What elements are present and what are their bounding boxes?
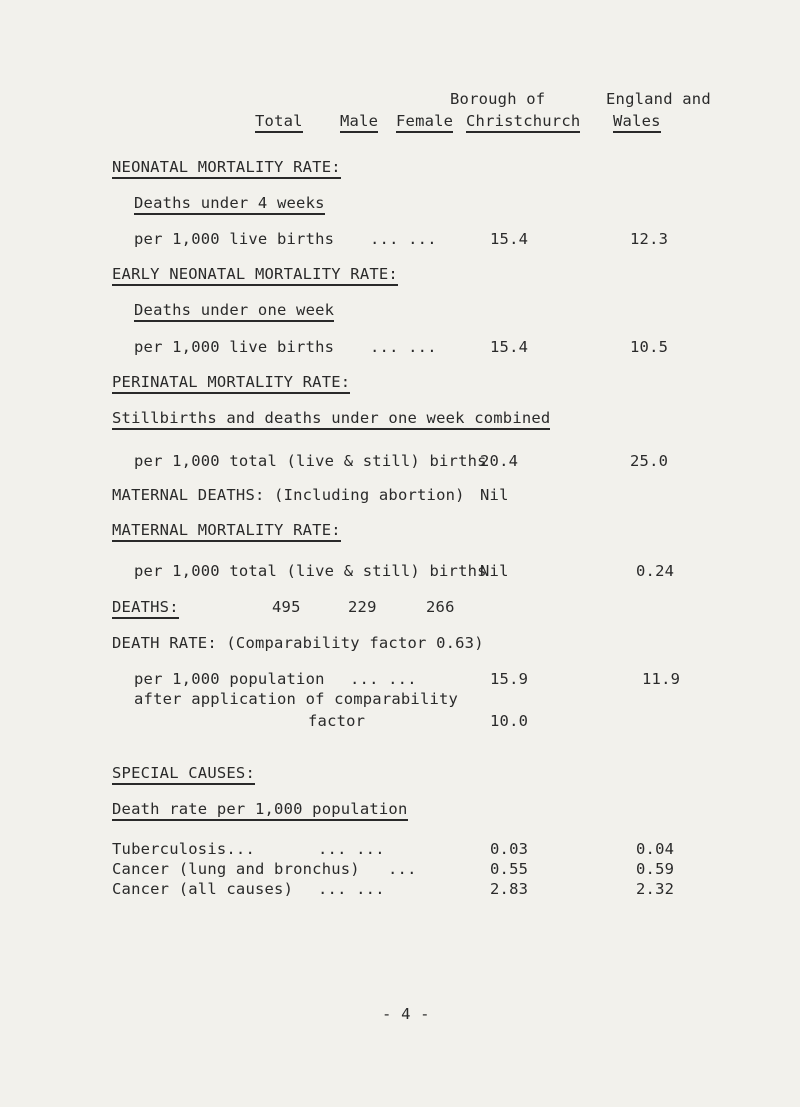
maternal-mortality-row-label: per 1,000 total (live & still) births (134, 562, 487, 580)
special-cause-borough: 0.03 (490, 840, 529, 858)
maternal-mortality-borough: Nil (480, 562, 509, 580)
death-rate-row-label: per 1,000 population (134, 670, 325, 688)
special-causes-sub: Death rate per 1,000 population (112, 800, 408, 821)
header-female: Female (396, 112, 453, 133)
perinatal-sub: Stillbirths and deaths under one week combined (112, 409, 550, 430)
header-borough-line1: Borough of (450, 90, 546, 108)
special-cause-england: 0.59 (636, 860, 675, 878)
maternal-deaths-label: MATERNAL DEATHS: (Including abortion) (112, 486, 465, 504)
perinatal-row-label: per 1,000 total (live & still) births (134, 452, 487, 470)
header-borough-line2: Christchurch (466, 112, 580, 133)
death-rate-after-line2: factor (308, 712, 366, 730)
maternal-mortality-heading: MATERNAL MORTALITY RATE: (112, 521, 341, 542)
special-cause-borough: 0.55 (490, 860, 529, 878)
special-cause-label: Cancer (lung and bronchus) (112, 860, 360, 878)
header-total: Total (255, 112, 303, 133)
neonatal-borough: 15.4 (490, 230, 529, 248)
deaths-total: 495 (272, 598, 301, 616)
deaths-label: DEATHS: (112, 598, 179, 619)
early-neonatal-sub: Deaths under one week (134, 301, 334, 322)
death-rate-borough: 15.9 (490, 670, 529, 688)
special-cause-label: Tuberculosis... (112, 840, 255, 858)
perinatal-heading: PERINATAL MORTALITY RATE: (112, 373, 350, 394)
special-cause-dots: ... (388, 860, 417, 878)
page-number: - 4 - (382, 1005, 430, 1023)
neonatal-england: 12.3 (630, 230, 669, 248)
early-neonatal-row-label: per 1,000 live births (134, 338, 335, 356)
maternal-deaths-borough: Nil (480, 486, 509, 504)
special-cause-england: 0.04 (636, 840, 675, 858)
special-cause-england: 2.32 (636, 880, 675, 898)
special-cause-borough: 2.83 (490, 880, 529, 898)
neonatal-row-label: per 1,000 live births (134, 230, 335, 248)
deaths-male: 229 (348, 598, 377, 616)
death-rate-after-line1: after application of comparability (134, 690, 459, 708)
maternal-mortality-england: 0.24 (636, 562, 675, 580)
header-england-line1: England and (606, 90, 711, 108)
neonatal-heading: NEONATAL MORTALITY RATE: (112, 158, 341, 179)
death-rate-after-value: 10.0 (490, 712, 529, 730)
special-cause-dots: ... ... (318, 840, 385, 858)
header-male: Male (340, 112, 378, 133)
early-neonatal-dots: ... ... (370, 338, 437, 356)
deaths-female: 266 (426, 598, 455, 616)
death-rate-england: 11.9 (642, 670, 681, 688)
neonatal-sub: Deaths under 4 weeks (134, 194, 325, 215)
header-england-line2: Wales (613, 112, 661, 133)
perinatal-england: 25.0 (630, 452, 669, 470)
early-neonatal-borough: 15.4 (490, 338, 529, 356)
neonatal-dots: ... ... (370, 230, 437, 248)
special-cause-label: Cancer (all causes) (112, 880, 294, 898)
death-rate-heading: DEATH RATE: (Comparability factor 0.63) (112, 634, 484, 652)
special-cause-dots: ... ... (318, 880, 385, 898)
early-neonatal-heading: EARLY NEONATAL MORTALITY RATE: (112, 265, 398, 286)
early-neonatal-england: 10.5 (630, 338, 669, 356)
death-rate-dots: ... ... (350, 670, 417, 688)
special-causes-heading: SPECIAL CAUSES: (112, 764, 255, 785)
perinatal-borough: 20.4 (480, 452, 519, 470)
